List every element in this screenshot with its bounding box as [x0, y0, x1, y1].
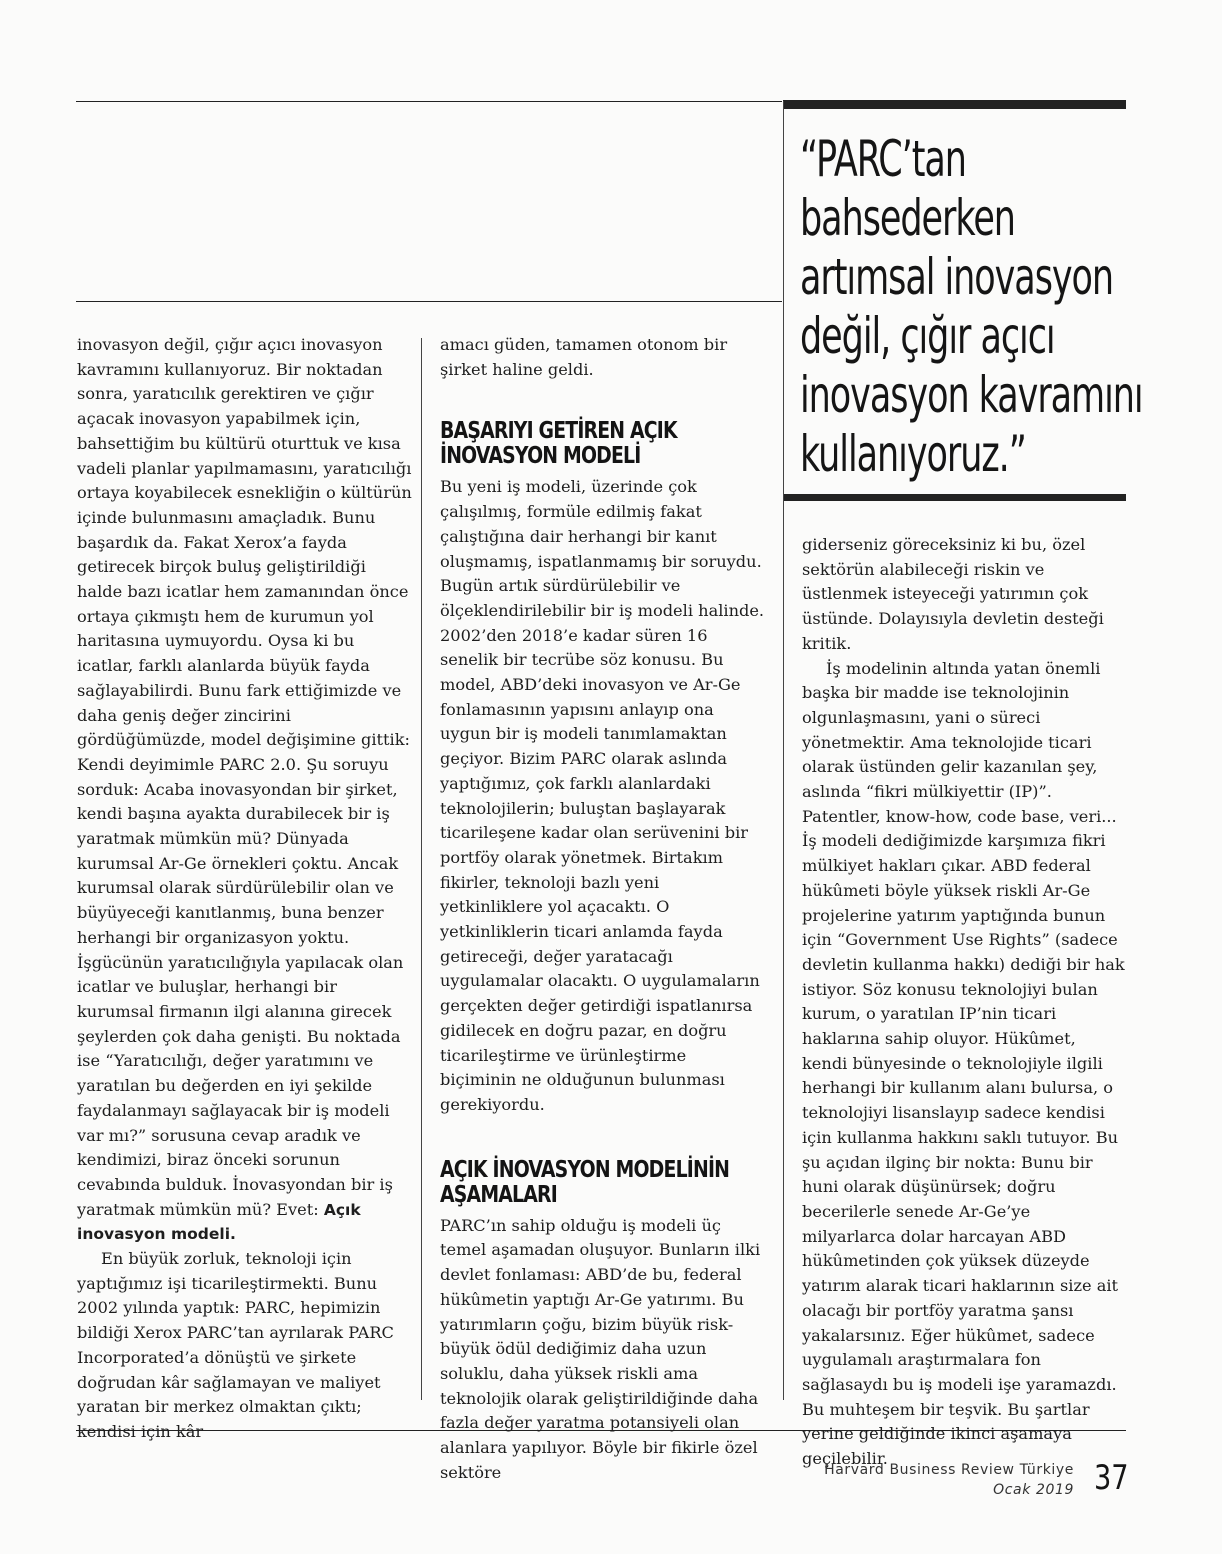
pullquote-top-bar — [783, 100, 1126, 109]
section-heading — [440, 1158, 765, 1208]
paragraph: En büyük zorluk, teknoloji için yaptığımız işi ticarileştirmekti. Bunu 2002 yılında yaptık: PARC, hepimizin bildiği Xerox PARC’tan ayrılarak PARC Incorporated’a dönüştü ve şirkete doğrudan kâr sağlamayan ve maliyet yaratan bir merkez olmaktan çıktı; kendisi için kâr — [77, 1249, 394, 1441]
section-heading-line: İNOVASYON MODELİ — [440, 443, 641, 470]
pull-quote-line: kullanıyoruz.” — [800, 425, 1026, 483]
publication-name: Harvard Business Review Türkiye — [824, 1462, 1074, 1478]
section-heading-line: AÇIK İNOVASYON MODELİNİN — [440, 1156, 730, 1183]
section-heading-line: BAŞARIYI GETİREN AÇIK — [440, 418, 677, 445]
pull-quote-line: “PARC’tan — [800, 130, 966, 188]
pull-quote-line: artımsal inovasyon — [800, 248, 1114, 306]
paragraph-text: inovasyon değil, çığır açıcı inovasyon kavramını kullanıyoruz. Bir noktadan sonra, yaratıcılık gerektiren ve çığır açacak inovasyon yapabilmek için, bahsettiğim bu kültürü oturttuk ve kısa vadeli planlar yapılmamasını, yaratıcılığı ortaya koyabilecek esnekliğin o kültürün içinde bulunmasını amaçladık. Bunu başardık da. Fakat Xerox’a fayda getirecek birçok buluş geliştirildiği halde bazı icatlar hem zamanından önce ortaya çıkmıştı hem de kurumun yol haritasına uymuyordu. Oysa ki bu icatlar, farklı alanlarda büyük fayda sağlayabilirdi. Bunu fark ettiğimizde ve daha geniş değer zincirini gördüğümüzde, model değişimine gittik: Kendi deyimimle PARC 2.0. Şu soruyu sorduk: Acaba inovasyondan bir şirket, kendi başına ayakta durabilecek bir iş yaratmak mümkün mü? Dünyada kurumsal Ar-Ge örnekleri çoktu. Ancak kurumsal olarak sürdürülebilir olan ve büyüyeceği kanıtlanmış, buna benzer herhangi bir organizasyon yoktu. İşgücünün yaratıcılığıyla yapılacak olan icatlar ve buluşlar, herhangi bir kurumsal firmanın ilgi alanına girecek şeylerden çok daha genişti. Bu noktada ise “Yaratıcılığı, değer yaratımını ve yaratılan bu değerden en iyi şekilde faydalanmayı sağlayacak bir iş modeli var mı?” sorusuna cevap aradık ve kendimizi, biraz önceki sorunun cevabında bulduk. İnovasyondan bir iş yaratmak mümkün mü? Evet: — [77, 335, 412, 1219]
section-heading — [440, 419, 765, 469]
page-number: 37 — [1094, 1458, 1129, 1498]
article-column-2 — [440, 333, 765, 1485]
paragraph: Bu yeni iş modeli, üzerinde çok çalışılmış, formüle edilmiş fakat çalıştığına dair herhangi bir kanıt oluşmamış, ispatlanmamış bir soruydu. Bugün artık sürdürülebilir ve ölçeklendirilebilir bir iş modeli halinde. 2002’den 2018’e kadar süren 16 senelik bir tecrübe söz konusu. Bu model, ABD’deki inovasyon ve Ar-Ge fonlamasının yapısını anlayıp ona uygun bir iş modeli tanımlamaktan geçiyor. Bizim PARC olarak aslında yaptığımız, çok farklı alanlardaki teknolojilerin; buluştan başlayarak ticarileşene kadar olan serüvenini bir portföy olarak yönetmek. Birtakım fikirler, teknoloji bazlı yeni yetkinliklere yol açacaktı. O yetkinliklerin ticari anlamda fayda getireceği, değer yaratacağı uygulamalar olacaktı. O uygulamaların gerçekten değer getirdiği ispatlanırsa gidilecek en doğru pazar, en doğru ticarileştirme ve ürünleştirme biçiminin ne olduğunun bulunması gerekiyordu. — [440, 477, 765, 1114]
bold-phrase: Açık inovasyon modeli. — [77, 1200, 361, 1244]
pull-quote-line: bahsederken — [800, 189, 1015, 247]
pullquote-bottom-bar — [783, 494, 1126, 501]
top-rule — [76, 101, 782, 102]
paragraph — [77, 333, 415, 1247]
paragraph: amacı güden, tamamen otonom bir şirket haline geldi. — [440, 335, 728, 379]
section-heading-line: AŞAMALARI — [440, 1181, 557, 1208]
pull-quote — [800, 130, 1143, 484]
article-column-3 — [802, 533, 1126, 1472]
paragraph: İş modelinin altında yatan önemli başka bir madde ise teknolojinin olgunlaşmasını, yani o süreci yönetmektir. Ama teknolojide ticari olarak üstünden gelir kazanılan şey, aslında “fikri mülkiyettir (IP)”. Patentler, know-how, code base, veri... İş modeli dediğimizde karşımıza fikri mülkiyet hakları çıkar. ABD federal hükûmeti böyle yüksek riskli Ar-Ge projelerine yatırım yaptığında bunun için “Government Use Rights” (sadece devletin kullanma hakkı) dediği bir hak istiyor. Söz konusu teknolojiyi bulan kurum, o yaratılan IP’nin ticari haklarına sahip oluyor. Hükûmet, kendi bünyesinde o teknolojiyle ilgili herhangi bir kullanım alanı bulursa, o teknolojiyi lisanslayıp sadece kendisi için kullanma hakkını saklı tutuyor. Bu şu açıdan ilginç bir nokta: Bunu bir huni olarak düşünürsek; doğru becerilerle senede Ar-Ge’ye milyarlarca dolar harcayan ABD hükûmetinden çok yüksek düzeyde yatırım alarak ticari haklarının size ait olacağı bir portföy yaratma şansı yakalarsınız. Eğer hükûmet, sadece uygulamalı araştırmalara fon sağlasaydı bu iş modeli işe yaramazdı. Bu muhteşem bir teşvik. Bu şartlar yerine geldiğinde ikinci aşamaya geçilebilir. — [802, 658, 1125, 1469]
pull-quote-line: inovasyon kavramını — [800, 366, 1143, 424]
issue-date: Ocak 2019 — [993, 1482, 1074, 1498]
article-column-1 — [77, 333, 415, 1445]
column-divider-1 — [421, 338, 422, 1400]
paragraph: PARC’ın sahip olduğu iş modeli üç temel aşamadan oluşuyor. Bunların ilki devlet fonlaması: ABD’de bu, federal hükûmetin yaptığı Ar-Ge yatırımı. Bu yatırımların çoğu, bizim büyük risk-büyük ödül dediğimiz daha uzun soluklu, daha yüksek riskli ama teknolojik olarak geliştirildiğinde daha fazla değer yaratma potansiyeli olan alanlara yapılıyor. Böyle bir fikirle özel sektöre — [440, 1215, 761, 1482]
column-divider-2 — [783, 101, 784, 1400]
mid-rule — [76, 301, 782, 302]
paragraph: giderseniz göreceksiniz ki bu, özel sektörün alabileceği riskin ve üstlenmek isteyeceği yatırımın çok üstünde. Dolayısıyla devletin desteği kritik. — [802, 535, 1104, 653]
pull-quote-line: değil, çığır açıcı — [800, 307, 1055, 365]
